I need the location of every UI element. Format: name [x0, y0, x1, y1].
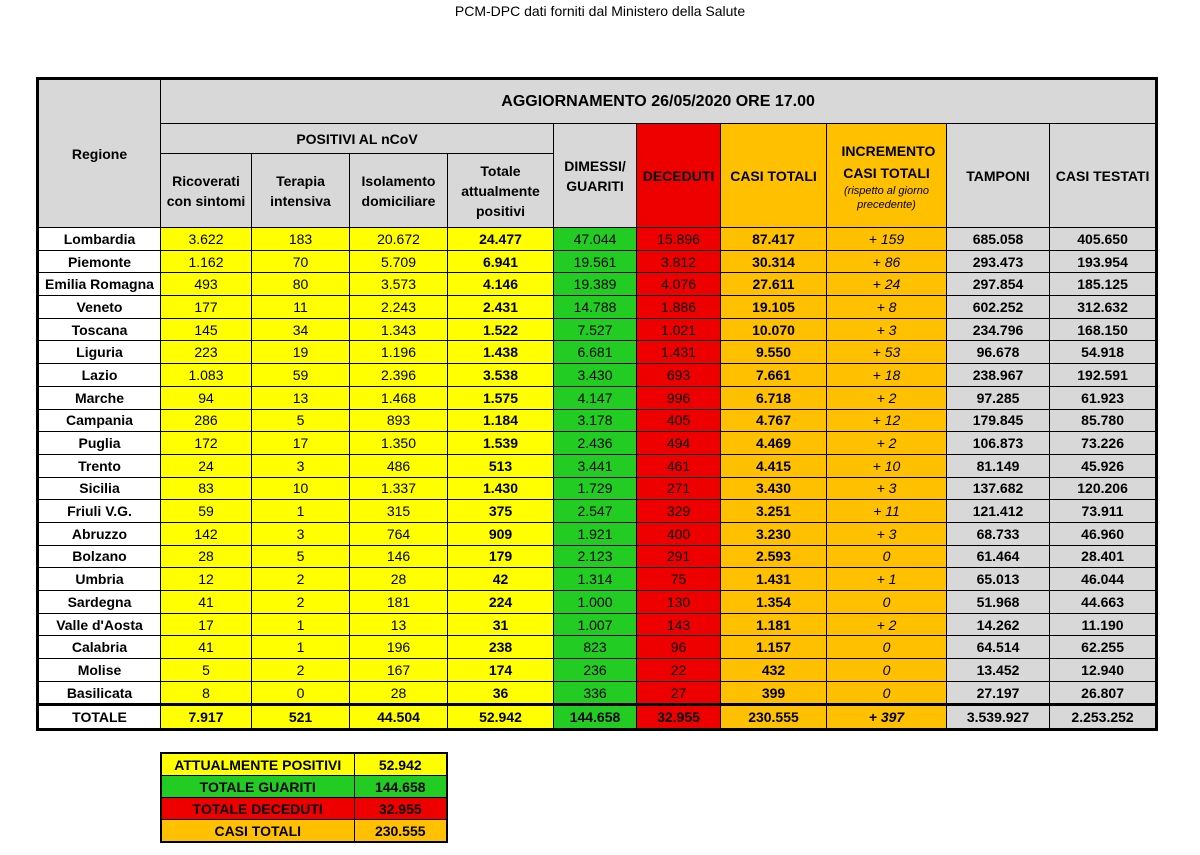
cell-casi-testati: 45.926	[1050, 454, 1157, 477]
cell-regione: Sicilia	[38, 477, 161, 500]
cell-ricoverati: 223	[161, 341, 252, 364]
cell-ricoverati: 1.083	[161, 364, 252, 387]
cell-regione: Molise	[38, 659, 161, 682]
cell-totale-positivi: 1.575	[448, 386, 554, 409]
summary-table	[160, 752, 448, 843]
cell-tamponi: 13.452	[947, 659, 1050, 682]
cell-casi-totali: 1.354	[721, 591, 827, 614]
cell-tamponi: 64.514	[947, 636, 1050, 659]
cell-regione: Friuli V.G.	[38, 500, 161, 523]
cell-dimessi: 3.441	[554, 454, 637, 477]
cell-incremento: 0	[827, 659, 947, 682]
cell-totale-positivi: 6.941	[448, 250, 554, 273]
cell-totale-positivi: 3.538	[448, 364, 554, 387]
cell-casi-testati: 44.663	[1050, 591, 1157, 614]
summary-row	[161, 820, 447, 843]
cell-incremento: + 2	[827, 386, 947, 409]
cell-isolamento: 315	[350, 500, 448, 523]
cell-totale-positivi: 1.184	[448, 409, 554, 432]
cell-tamponi: 234.796	[947, 318, 1050, 341]
cell-incremento: + 3	[827, 477, 947, 500]
cell-deceduti: 400	[637, 522, 721, 545]
table-row	[38, 341, 1157, 364]
table-row	[38, 522, 1157, 545]
cell-isolamento: 2.396	[350, 364, 448, 387]
cell-regione: Piemonte	[38, 250, 161, 273]
cell-isolamento: 181	[350, 591, 448, 614]
cell-regione: Basilicata	[38, 681, 161, 705]
cell-ricoverati: 7.917	[161, 705, 252, 730]
cell-terapia: 2	[252, 659, 350, 682]
cell-terapia: 70	[252, 250, 350, 273]
cell-tamponi: 238.967	[947, 364, 1050, 387]
cell-casi-totali: 1.157	[721, 636, 827, 659]
header-aggiornamento: AGGIORNAMENTO 26/05/2020 ORE 17.00	[161, 79, 1157, 124]
cell-totale-positivi: 31	[448, 613, 554, 636]
cell-ricoverati: 3.622	[161, 228, 252, 251]
cell-regione: TOTALE	[38, 705, 161, 730]
cell-ricoverati: 8	[161, 681, 252, 705]
cell-tamponi: 3.539.927	[947, 705, 1050, 730]
cell-casi-testati: 85.780	[1050, 409, 1157, 432]
cell-ricoverati: 5	[161, 659, 252, 682]
cell-ricoverati: 177	[161, 296, 252, 319]
summary-body	[161, 753, 447, 842]
cell-regione: Sardegna	[38, 591, 161, 614]
cell-totale-positivi: 1.430	[448, 477, 554, 500]
cell-casi-totali: 1.431	[721, 568, 827, 591]
cell-isolamento: 1.196	[350, 341, 448, 364]
cell-casi-totali: 7.661	[721, 364, 827, 387]
cell-deceduti: 15.896	[637, 228, 721, 251]
cell-dimessi: 19.561	[554, 250, 637, 273]
cell-casi-testati: 46.044	[1050, 568, 1157, 591]
cell-dimessi: 2.123	[554, 545, 637, 568]
header-positivi: POSITIVI AL nCoV	[161, 124, 554, 154]
cell-incremento: + 18	[827, 364, 947, 387]
cell-deceduti: 291	[637, 545, 721, 568]
cell-tamponi: 65.013	[947, 568, 1050, 591]
summary-value: 52.942	[354, 753, 447, 776]
cell-deceduti: 494	[637, 432, 721, 455]
cell-totale-positivi: 513	[448, 454, 554, 477]
cell-isolamento: 146	[350, 545, 448, 568]
cell-incremento: 0	[827, 681, 947, 705]
cell-terapia: 3	[252, 454, 350, 477]
cell-totale-positivi: 24.477	[448, 228, 554, 251]
summary-label: TOTALE DECEDUTI	[161, 798, 354, 820]
cell-deceduti: 461	[637, 454, 721, 477]
cell-incremento: + 2	[827, 613, 947, 636]
cell-regione: Valle d'Aosta	[38, 613, 161, 636]
cell-casi-totali: 4.767	[721, 409, 827, 432]
cell-regione: Trento	[38, 454, 161, 477]
cell-deceduti: 96	[637, 636, 721, 659]
cell-isolamento: 1.468	[350, 386, 448, 409]
cell-dimessi: 1.000	[554, 591, 637, 614]
cell-terapia: 1	[252, 613, 350, 636]
cell-incremento: 0	[827, 591, 947, 614]
cell-totale-positivi: 42	[448, 568, 554, 591]
cell-totale-positivi: 224	[448, 591, 554, 614]
cell-tamponi: 293.473	[947, 250, 1050, 273]
cell-casi-testati: 168.150	[1050, 318, 1157, 341]
cell-tamponi: 179.845	[947, 409, 1050, 432]
cell-ricoverati: 24	[161, 454, 252, 477]
cell-deceduti: 1.886	[637, 296, 721, 319]
cell-ricoverati: 28	[161, 545, 252, 568]
cell-deceduti: 130	[637, 591, 721, 614]
cell-isolamento: 20.672	[350, 228, 448, 251]
cell-casi-totali: 432	[721, 659, 827, 682]
cell-casi-testati: 28.401	[1050, 545, 1157, 568]
cell-incremento: + 86	[827, 250, 947, 273]
cell-incremento: + 2	[827, 432, 947, 455]
cell-ricoverati: 1.162	[161, 250, 252, 273]
cell-casi-totali: 1.181	[721, 613, 827, 636]
cell-deceduti: 1.021	[637, 318, 721, 341]
cell-regione: Umbria	[38, 568, 161, 591]
cell-deceduti: 75	[637, 568, 721, 591]
summary-row	[161, 753, 447, 776]
cell-terapia: 1	[252, 500, 350, 523]
cell-terapia: 5	[252, 545, 350, 568]
cell-incremento: + 53	[827, 341, 947, 364]
cell-casi-totali: 30.314	[721, 250, 827, 273]
cell-casi-totali: 6.718	[721, 386, 827, 409]
header-incremento: INCREMENTO CASI TOTALI (rispetto al giorno precedente)	[827, 124, 947, 228]
cell-tamponi: 14.262	[947, 613, 1050, 636]
cell-regione: Lombardia	[38, 228, 161, 251]
cell-casi-testati: 73.226	[1050, 432, 1157, 455]
cell-dimessi: 144.658	[554, 705, 637, 730]
cell-tamponi: 68.733	[947, 522, 1050, 545]
cell-totale-positivi: 909	[448, 522, 554, 545]
header-regione: Regione	[38, 79, 161, 228]
cell-tamponi: 106.873	[947, 432, 1050, 455]
cell-incremento: + 159	[827, 228, 947, 251]
cell-dimessi: 1.921	[554, 522, 637, 545]
cell-dimessi: 3.430	[554, 364, 637, 387]
table-row	[38, 228, 1157, 251]
cell-totale-positivi: 179	[448, 545, 554, 568]
cell-dimessi: 3.178	[554, 409, 637, 432]
cell-dimessi: 7.527	[554, 318, 637, 341]
cell-terapia: 2	[252, 591, 350, 614]
cell-incremento: + 12	[827, 409, 947, 432]
cell-terapia: 521	[252, 705, 350, 730]
cell-tamponi: 81.149	[947, 454, 1050, 477]
cell-terapia: 17	[252, 432, 350, 455]
cell-regione: Toscana	[38, 318, 161, 341]
cell-terapia: 10	[252, 477, 350, 500]
cell-deceduti: 405	[637, 409, 721, 432]
cell-deceduti: 3.812	[637, 250, 721, 273]
totale-row	[38, 705, 1157, 730]
summary-value: 230.555	[354, 820, 447, 843]
cell-casi-totali: 230.555	[721, 705, 827, 730]
cell-totale-positivi: 1.438	[448, 341, 554, 364]
cell-isolamento: 167	[350, 659, 448, 682]
cell-tamponi: 137.682	[947, 477, 1050, 500]
header-ricoverati: Ricoverati con sintomi	[161, 154, 252, 228]
cell-tamponi: 97.285	[947, 386, 1050, 409]
cell-incremento: + 24	[827, 273, 947, 296]
header-casi-totali: CASI TOTALI	[721, 124, 827, 228]
cell-tamponi: 51.968	[947, 591, 1050, 614]
cell-isolamento: 1.337	[350, 477, 448, 500]
cell-casi-totali: 3.251	[721, 500, 827, 523]
cell-casi-totali: 4.415	[721, 454, 827, 477]
cell-casi-totali: 4.469	[721, 432, 827, 455]
cell-casi-totali: 399	[721, 681, 827, 705]
summary-value: 32.955	[354, 798, 447, 820]
table-row	[38, 250, 1157, 273]
table-row	[38, 659, 1157, 682]
cell-deceduti: 1.431	[637, 341, 721, 364]
cell-isolamento: 44.504	[350, 705, 448, 730]
cell-deceduti: 27	[637, 681, 721, 705]
table-row	[38, 681, 1157, 705]
cell-dimessi: 4.147	[554, 386, 637, 409]
table-row	[38, 386, 1157, 409]
cell-casi-totali: 87.417	[721, 228, 827, 251]
cell-ricoverati: 83	[161, 477, 252, 500]
table-row	[38, 477, 1157, 500]
cell-regione: Campania	[38, 409, 161, 432]
table-row	[38, 545, 1157, 568]
cell-totale-positivi: 36	[448, 681, 554, 705]
cell-isolamento: 28	[350, 681, 448, 705]
cell-regione: Veneto	[38, 296, 161, 319]
cell-casi-testati: 73.911	[1050, 500, 1157, 523]
table-row	[38, 318, 1157, 341]
cell-incremento: + 8	[827, 296, 947, 319]
table-row	[38, 613, 1157, 636]
table-body	[38, 228, 1157, 730]
cell-casi-testati: 62.255	[1050, 636, 1157, 659]
cell-dimessi: 1.729	[554, 477, 637, 500]
summary-value: 144.658	[354, 776, 447, 798]
table-row	[38, 273, 1157, 296]
page-title: PCM-DPC dati forniti dal Ministero della Salute	[454, 3, 746, 19]
table-row	[38, 568, 1157, 591]
summary-label: CASI TOTALI	[161, 820, 354, 843]
header-casi-testati: CASI TESTATI	[1050, 124, 1157, 228]
cell-terapia: 80	[252, 273, 350, 296]
cell-dimessi: 336	[554, 681, 637, 705]
table-row	[38, 409, 1157, 432]
cell-dimessi: 14.788	[554, 296, 637, 319]
cell-terapia: 3	[252, 522, 350, 545]
cell-casi-totali: 9.550	[721, 341, 827, 364]
header-terapia: Terapia intensiva	[252, 154, 350, 228]
cell-casi-testati: 26.807	[1050, 681, 1157, 705]
header-incremento-note: (rispetto al giorno precedente)	[844, 184, 929, 211]
cell-casi-testati: 54.918	[1050, 341, 1157, 364]
table-row	[38, 591, 1157, 614]
cell-terapia: 183	[252, 228, 350, 251]
cell-isolamento: 486	[350, 454, 448, 477]
cell-tamponi: 96.678	[947, 341, 1050, 364]
cell-ricoverati: 94	[161, 386, 252, 409]
cell-isolamento: 1.343	[350, 318, 448, 341]
cell-incremento: + 10	[827, 454, 947, 477]
cell-casi-totali: 10.070	[721, 318, 827, 341]
cell-incremento: 0	[827, 636, 947, 659]
table-row	[38, 432, 1157, 455]
cell-terapia: 11	[252, 296, 350, 319]
summary-row	[161, 776, 447, 798]
cell-dimessi: 1.007	[554, 613, 637, 636]
cell-isolamento: 764	[350, 522, 448, 545]
cell-dimessi: 1.314	[554, 568, 637, 591]
header-deceduti: DECEDUTI	[637, 124, 721, 228]
cell-regione: Calabria	[38, 636, 161, 659]
cell-deceduti: 32.955	[637, 705, 721, 730]
cell-regione: Marche	[38, 386, 161, 409]
header-dimessi: DIMESSI/ GUARITI	[554, 124, 637, 228]
cell-ricoverati: 142	[161, 522, 252, 545]
cell-deceduti: 143	[637, 613, 721, 636]
summary-label: TOTALE GUARITI	[161, 776, 354, 798]
cell-ricoverati: 17	[161, 613, 252, 636]
cell-isolamento: 196	[350, 636, 448, 659]
cell-incremento: + 3	[827, 522, 947, 545]
covid-regions-table	[36, 77, 1158, 731]
header-tamponi: TAMPONI	[947, 124, 1050, 228]
cell-ricoverati: 145	[161, 318, 252, 341]
cell-terapia: 19	[252, 341, 350, 364]
cell-dimessi: 823	[554, 636, 637, 659]
cell-deceduti: 4.076	[637, 273, 721, 296]
summary-row	[161, 798, 447, 820]
cell-casi-testati: 193.954	[1050, 250, 1157, 273]
cell-terapia: 1	[252, 636, 350, 659]
cell-isolamento: 28	[350, 568, 448, 591]
cell-terapia: 5	[252, 409, 350, 432]
cell-tamponi: 121.412	[947, 500, 1050, 523]
cell-casi-totali: 27.611	[721, 273, 827, 296]
cell-terapia: 0	[252, 681, 350, 705]
cell-incremento: + 397	[827, 705, 947, 730]
cell-ricoverati: 172	[161, 432, 252, 455]
table-row	[38, 636, 1157, 659]
cell-casi-testati: 312.632	[1050, 296, 1157, 319]
cell-tamponi: 602.252	[947, 296, 1050, 319]
table-row	[38, 500, 1157, 523]
summary-label: ATTUALMENTE POSITIVI	[161, 753, 354, 776]
cell-regione: Bolzano	[38, 545, 161, 568]
cell-totale-positivi: 238	[448, 636, 554, 659]
cell-tamponi: 61.464	[947, 545, 1050, 568]
cell-deceduti: 329	[637, 500, 721, 523]
cell-regione: Liguria	[38, 341, 161, 364]
cell-ricoverati: 12	[161, 568, 252, 591]
cell-totale-positivi: 375	[448, 500, 554, 523]
header-isolamento: Isolamento domiciliare	[350, 154, 448, 228]
cell-regione: Emilia Romagna	[38, 273, 161, 296]
cell-dimessi: 236	[554, 659, 637, 682]
cell-terapia: 59	[252, 364, 350, 387]
cell-casi-testati: 192.591	[1050, 364, 1157, 387]
cell-totale-positivi: 174	[448, 659, 554, 682]
cell-deceduti: 996	[637, 386, 721, 409]
cell-ricoverati: 59	[161, 500, 252, 523]
cell-casi-testati: 12.940	[1050, 659, 1157, 682]
cell-isolamento: 893	[350, 409, 448, 432]
cell-totale-positivi: 2.431	[448, 296, 554, 319]
cell-regione: Abruzzo	[38, 522, 161, 545]
cell-deceduti: 271	[637, 477, 721, 500]
cell-dimessi: 6.681	[554, 341, 637, 364]
cell-casi-testati: 61.923	[1050, 386, 1157, 409]
cell-ricoverati: 493	[161, 273, 252, 296]
cell-incremento: + 3	[827, 318, 947, 341]
cell-casi-testati: 185.125	[1050, 273, 1157, 296]
cell-dimessi: 2.547	[554, 500, 637, 523]
cell-casi-testati: 46.960	[1050, 522, 1157, 545]
cell-totale-positivi: 1.522	[448, 318, 554, 341]
cell-casi-testati: 120.206	[1050, 477, 1157, 500]
cell-tamponi: 297.854	[947, 273, 1050, 296]
cell-terapia: 34	[252, 318, 350, 341]
cell-casi-testati: 2.253.252	[1050, 705, 1157, 730]
cell-totale-positivi: 4.146	[448, 273, 554, 296]
cell-dimessi: 47.044	[554, 228, 637, 251]
cell-deceduti: 693	[637, 364, 721, 387]
header-totale-positivi: Totale attualmente positivi	[448, 154, 554, 228]
cell-terapia: 13	[252, 386, 350, 409]
cell-isolamento: 2.243	[350, 296, 448, 319]
cell-incremento: + 1	[827, 568, 947, 591]
table-row	[38, 296, 1157, 319]
cell-incremento: + 11	[827, 500, 947, 523]
cell-dimessi: 2.436	[554, 432, 637, 455]
cell-ricoverati: 41	[161, 591, 252, 614]
cell-tamponi: 27.197	[947, 681, 1050, 705]
cell-isolamento: 13	[350, 613, 448, 636]
cell-isolamento: 1.350	[350, 432, 448, 455]
table-row	[38, 364, 1157, 387]
cell-deceduti: 22	[637, 659, 721, 682]
cell-ricoverati: 286	[161, 409, 252, 432]
cell-regione: Lazio	[38, 364, 161, 387]
cell-isolamento: 3.573	[350, 273, 448, 296]
cell-totale-positivi: 1.539	[448, 432, 554, 455]
cell-ricoverati: 41	[161, 636, 252, 659]
cell-regione: Puglia	[38, 432, 161, 455]
cell-terapia: 2	[252, 568, 350, 591]
cell-casi-totali: 19.105	[721, 296, 827, 319]
cell-casi-totali: 3.230	[721, 522, 827, 545]
cell-incremento: 0	[827, 545, 947, 568]
cell-casi-testati: 405.650	[1050, 228, 1157, 251]
cell-casi-totali: 2.593	[721, 545, 827, 568]
cell-casi-totali: 3.430	[721, 477, 827, 500]
cell-isolamento: 5.709	[350, 250, 448, 273]
cell-tamponi: 685.058	[947, 228, 1050, 251]
cell-totale-positivi: 52.942	[448, 705, 554, 730]
table-row	[38, 454, 1157, 477]
cell-casi-testati: 11.190	[1050, 613, 1157, 636]
cell-dimessi: 19.389	[554, 273, 637, 296]
